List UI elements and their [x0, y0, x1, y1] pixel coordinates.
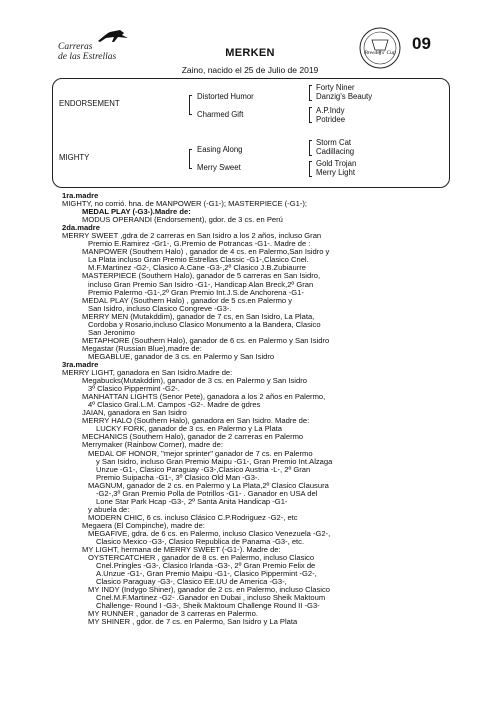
text-line: MANPOWER (Southern Halo) , ganador de 4 cs. en Palermo,San Isidro y — [82, 247, 330, 257]
text-line: Megaera (El Compinche), madre de: — [82, 520, 205, 530]
text-line: San Isidro, incluso Clasico Congreve -G3-. — [88, 303, 232, 313]
text-line: Megabucks(Mutakddim), ganador de 3 cs. en Palermo y San Isidro — [82, 376, 307, 386]
text-line: MEDAL OF HONOR, "mejor sprinter" ganador de 7 cs. en Palermo — [88, 448, 313, 458]
text-line: OYSTERCATCHER , ganador de 8 cs. en Palermo, incluso Clasico — [88, 553, 315, 563]
text-line: Megastar (Russian Blue),madre de: — [82, 343, 202, 353]
ggp-3: A.P.Indy — [316, 106, 345, 115]
sire: ENDORSEMENT — [59, 99, 120, 108]
produce-record — [62, 192, 492, 627]
text-line: MEGAFIVE, gdra. de 6 cs. en Palermo, incluso Clasico Venezuela -G2-, — [88, 528, 331, 538]
lot-number: 09 — [412, 34, 431, 53]
text-line: y abuela de: — [88, 504, 130, 514]
bracket — [309, 85, 312, 101]
bracket — [309, 161, 312, 177]
text-line: MERRY HALO (Southern Halo), ganadora en San Isidro. Madre de: — [82, 416, 310, 426]
text-line: MIGHTY, no corrió. hna. de MANPOWER (-G1-); MASTERPIECE (-G1-); — [62, 199, 308, 209]
text-line: MY LIGHT, hermana de MERRY SWEET (-G1-). Madre de: — [82, 545, 281, 555]
text-line: MY INDY (Indygo Shiner), ganador de 2 cs. en Palermo, incluso Clasico — [88, 585, 330, 595]
text-line: MANHATTAN LIGHTS (Senor Pete), ganadora a los 2 años en Palermo, — [82, 392, 326, 402]
text-line: Merrymaker (Rainbow Corner), madre de: — [82, 440, 223, 450]
text-line: A.Unzue -G1-, Gran Premio Maipu -G1-, Clasico Pippermint -G2-, — [96, 569, 317, 579]
text-line: MAGNUM, ganador de 2 cs. en Palermo y La Plata,2º Clasico Clausura — [88, 480, 329, 490]
dam-sire: Easing Along — [197, 145, 243, 154]
text-line: MERRY SWEET ,gdra de 2 carreras en San Isidro a los 2 años, incluso Gran — [62, 231, 322, 241]
ggp-2: Danzig's Beauty — [316, 92, 373, 101]
text-line: La Plata incluso Gran Premio Estrellas Classic -G1-,Clasico Cnel. — [88, 255, 309, 265]
text-line: MERRY MEN (Mutakddim), ganador de 7 cs, en San Isidro, La Plata, — [82, 311, 315, 321]
section-heading: 3ra.madre — [62, 359, 99, 369]
horse-description: Zaino, nacido el 25 de Julio de 2019 — [181, 65, 319, 75]
text-line: San Jeronimo — [88, 327, 135, 337]
text-line: MEDAL PLAY (Southern Halo) , ganador de 5 cs.en Palermo y — [82, 295, 293, 305]
text-line: MODERN CHIC, 6 cs. incluso Clásico C.P.Rodriguez -G2-, etc — [88, 512, 298, 522]
text-line: MERRY LIGHT, ganadora en San Isidro.Madre de: — [62, 368, 233, 378]
bracket — [309, 140, 312, 156]
text-line: MEDAL PLAY (-G3-).Madre de: — [82, 207, 191, 217]
section-heading: 2da.madre — [62, 223, 100, 233]
horse-name: MERKEN — [225, 47, 275, 59]
text-line: LUCKY FORK, ganador de 3 cs. en Palermo y La Plata — [96, 424, 283, 434]
ggp-4: Potridee — [316, 115, 346, 124]
bracket — [189, 149, 192, 169]
text-line: Premio Palermo -G1-,2º Gran Premio Int.J.S.de Anchorena -G1- — [88, 287, 304, 297]
text-line: Clasico Mexico -G3-, Clasico Republica de Panama -G3-, etc. — [96, 537, 305, 547]
text-line: Premio E.Ramirez -Gr1-, G.Premio de Potrancas -G1-. Madre de : — [88, 239, 311, 249]
text-line: Premio Suipacha -G1-, 3º Clasico Old Man -G3-. — [96, 472, 260, 482]
breeders-cup-text: Breeders' Cup — [364, 50, 396, 56]
text-line: JAIAN, ganadora en San Isidro — [82, 408, 187, 418]
ggp-8: Merry Light — [316, 168, 355, 177]
bracket — [309, 107, 312, 123]
sire-sire: Distorted Humor — [197, 92, 254, 101]
text-line: MY SHINER , gdor. de 7 cs. en Palermo, San Isidro y La Plata — [88, 617, 298, 627]
text-line: MASTERPIECE (Southern Halo), ganador de 5 carreras en San Isidro, — [82, 271, 321, 281]
text-line: Clasico Paraguay -G3-, Clasico EE.UU de America -G3-, — [96, 577, 287, 587]
text-line: Cnel.Pringles -G3-, Clasico Irlanda -G3-, 2º Gran Premio Felix de — [96, 561, 316, 571]
ggp-5: Storm Cat — [316, 138, 352, 147]
text-line: -G2-,3º Gran Premio Polla de Potrillos -G1- . Ganador en USA del — [96, 488, 318, 498]
text-line: Lone Star Park Hcap -G3-, 2º Santa Anita Handicap -G1- — [96, 496, 288, 506]
dam: MIGHTY — [59, 153, 90, 162]
section-heading: 1ra.madre — [62, 191, 99, 200]
ggp-7: Gold Trojan — [316, 159, 357, 168]
ggp-1: Forty Niner — [316, 83, 355, 92]
text-line: y San Isidro, incluso Gran Premio Maipu -G1-, Gran Premio Int.Alzaga — [96, 456, 333, 466]
pedigree-box — [52, 78, 450, 188]
text-line: METAPHORE (Southern Halo), ganador de 6 cs. en Palermo y San Isidro — [82, 335, 330, 345]
text-line: Unzue -G1-, Clasico Paraguay -G3-,Clasico Austria -L-, 2º Gran — [96, 464, 311, 474]
text-line: incluso Gran Premio San Isidro -G1-, Handicap Alan Breck,2º Gran — [88, 279, 314, 289]
bracket — [189, 95, 192, 115]
logo-text: Carreras de las Estrellas — [58, 42, 117, 62]
text-line: MY RUNNER , ganador de 3 carreras en Palermo. — [88, 609, 258, 619]
text-line: Challenge- Round I -G3-, Sheik Maktoum Challenge Round II -G3- — [96, 601, 320, 611]
ggp-6: Cadillacing — [316, 147, 355, 156]
text-line: 4º Clasico Gral.L.M. Campos -G2-. Madre de gdres — [88, 400, 261, 410]
text-line: MECHANICS (Southern Halo), ganador de 2 carreras en Palermo — [82, 432, 304, 442]
text-line: MEGABLUE, ganador de 3 cs. en Palermo y San Isidro — [88, 351, 275, 361]
text-line: Cnel.M.F.Martinez -G2- .Ganador en Dubai , incluso Sheik Maktoum — [96, 593, 326, 603]
dam-dam: Merry Sweet — [197, 163, 241, 172]
text-line: 3º Clasico Pippermint -G2-. — [88, 384, 180, 394]
text-line: Cordoba y Rosario,incluso Clasico Monumento a la Bandera, Clasico — [88, 319, 321, 329]
text-line: MODUS OPERANDI (Endorsement), gdor. de 3 cs. en Perú — [82, 215, 283, 225]
sire-dam: Charmed Gift — [197, 110, 244, 119]
text-line: M.F.Martinez -G2-, Clasico A.Cane -G3-,2º Clasico J.B.Zubiaurre — [88, 263, 306, 273]
